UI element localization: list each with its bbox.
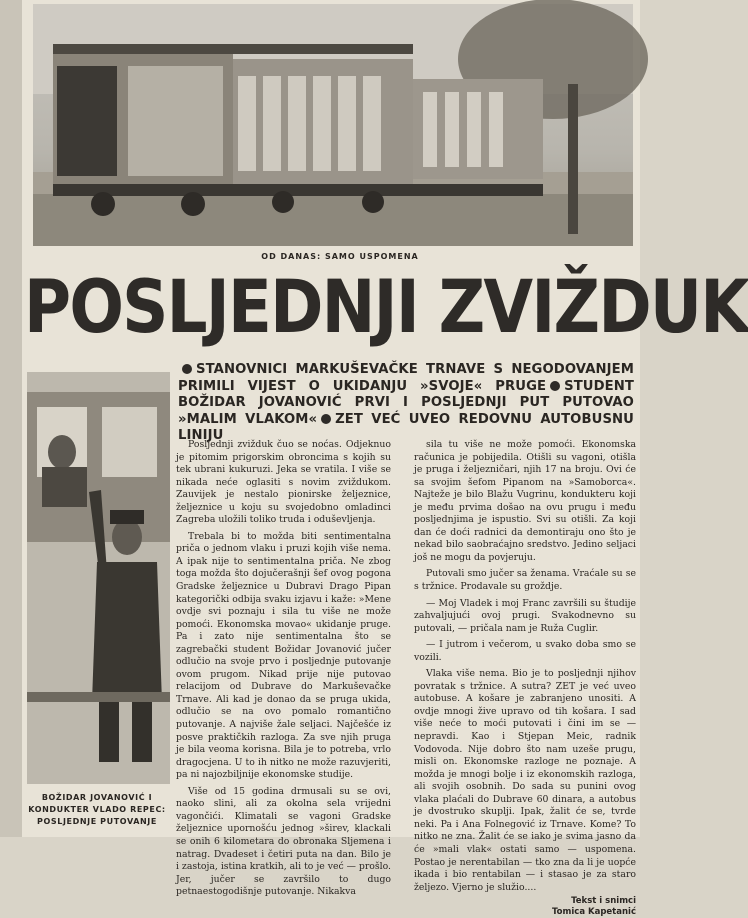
paragraph: sila tu više ne može pomoći. Ekonomska računica je pobijedila. Otišli su vagoni, otišla je pruga i željezničari, njih 17 na broju. Ovi će sa svojim šefom Pipanom na »Samoborca«. Najteže je bilo Blažu Vugrinu, kondukteru koji je među prvima došao na ovu prugu i među posljednjima je ispustio. Svi su otišli. Za koji dan će doći radnici da demontiraju ono što je nekad bilo saobraćajno sredstvo. Jedino seljaci još ne mogu da povjeruju. xyxy=(414,439,636,563)
byline-label: Tekst i snimci xyxy=(571,896,636,907)
paragraph: — I jutrom i večerom, u svako doba smo se vozili. xyxy=(414,639,636,663)
caption-line: KONDUKTER VLADO REPEC: xyxy=(28,805,166,814)
byline xyxy=(414,896,636,918)
paragraph: Vlaka više nema. Bio je to posljednji njihov povratak s tržnice. A sutra? ZET je već uveo autobuse. A košare je zabranjeno unositi. A ovdje mnogi žive upravo od tih košara. I sad više neće to moći putovati i čini im se — nepravdi. Kao i Stjepan Meic, radnik Vodovoda. Nije dobro što nam uzeše prugu, misli on. Ekonomske razloge ne poznaje. A možda je mnogi bolje i iz ekonomskih razloga, ali svojih osobnih. Do sada su punini ovog vlaka plaćali do Dubrave 60 dinara, a autobus je dvostruko skuplji. Ipak, žalit će se, tvrde neki. Pa i Ana Folnegović iz Trnave. Kome? To nitko ne zna. Žalit će se iako je svima jasno da će »mali vlak« ostati samo — uspomena. Postao je nerentabilan — tko zna da li je uopće ikada i bio rentabilan — i stasao je za staro željezo. Vjerno je služio.... xyxy=(414,668,636,893)
conductor-illustration xyxy=(27,372,170,784)
byline-author: Tomica Kapetanić xyxy=(552,907,636,918)
bullet-icon xyxy=(550,381,560,391)
paragraph: Posljednji zvižduk čuo se noćas. Odjeknuo je pitomim prigorskim obroncima s kojih su tek ubrani kukuruzi. Jeka se vratila. I više se nikada neće oglasiti s novim zviždukom. Zauvijek je nestalo pionirske željeznice, željeznice u koju su svojedobno omladinci Zagreba uložili toliko truda i oduševljenja. xyxy=(176,439,391,526)
conductor-photo xyxy=(27,372,170,784)
paragraph: Putovali smo jučer sa ženama. Vraćale su se s tržnice. Prodavale su groždje. xyxy=(414,568,636,593)
train-photo xyxy=(33,4,633,246)
deck-part-3: ZET VEĆ UVEO REDOVNU AUTOBUSNU LINIJU xyxy=(178,411,634,443)
paragraph: — Moj Vladek i moj Franc završili su študije zahvaljujući ovoj prugi. Svakodnevno su putovali, — pričala nam je Ruža Cuglir. xyxy=(414,597,636,634)
article-column-2 xyxy=(414,439,636,918)
caption-line: BOŽIDAR JOVANOVIĆ I xyxy=(41,793,153,802)
article-column-1 xyxy=(176,439,391,903)
photo-caption-left xyxy=(22,792,172,828)
headline: POSLJEDNJI ZVIŽDUK xyxy=(24,265,748,350)
caption-line: POSLJEDNJE PUTOVANJE xyxy=(37,817,157,826)
paragraph: Više od 15 godina drmusali su se ovi, naoko slini, ali za okolna sela vrijedni vagončići. Klimatali se vagoni Gradske željeznice upornošću jednog »širev, klackali se onih 6 kilometara do obronaka Sljemena i natrag. Dvadeset i četiri puta na dan. Bilo je i zastoja, istina kratkih, ali to je već — prošlo. Jer, jučer se završilo to dugo petnaestogodišnje putovanje. Nikakva xyxy=(176,785,391,898)
deck-part-2: STUDENT BOŽIDAR JOVANOVIĆ PRVI I POSLJEDNJI PUT PUTOVAO »MALIM VLAKOM« xyxy=(178,378,634,427)
train-illustration xyxy=(33,4,633,246)
bullet-icon xyxy=(182,364,192,374)
deck-part-1: STANOVNICI MARKUŠEVAČKE TRNAVE S NEGODOVANJEM PRIMILI VIJEST O UKIDANJU »SVOJE« PRUGE xyxy=(178,362,634,394)
photo-caption: OD DANAS: SAMO USPOMENA xyxy=(261,252,419,261)
paragraph: Trebala bi to možda biti sentimentalna priča o jednom vlaku i pruzi kojih više nema. A ipak nije to sentimentalna priča. Ne zbog toga možda što dojučerašnji šef ovog pogona Gradske željeznice u Dubravi Drago Pipan kategorički odbija svaku izjavu i kaže: »Mene ovdje svi poznaju i sila tu više ne može pomoći. Ekonomska movao« ukidanje pruge. Pa i zato nije sentimentalna što se zagrebački student Božidar Jovanović jučer odlučio na svoje prvo i posljednje putovanje ovom prugom. Nikad prije nije putovao relacijom od Dubrave do Markuševačke Trnave. Ali kad je donao da se pruga ukida, odlučio se na ovo pomalo romantično putovanje. A najviše žale seljaci. Najčešće iz posve praktičkih razloga. Za sve njih pruga je bila veoma korisna. Bila je to potreba, vrlo dragocjena. U to ih nitko ne može razuvjeriti, pa ni najozbiljnije ekonomske studije. xyxy=(176,530,391,781)
subheadline xyxy=(178,362,634,445)
bullet-icon xyxy=(321,414,331,424)
page-edge xyxy=(0,0,22,837)
